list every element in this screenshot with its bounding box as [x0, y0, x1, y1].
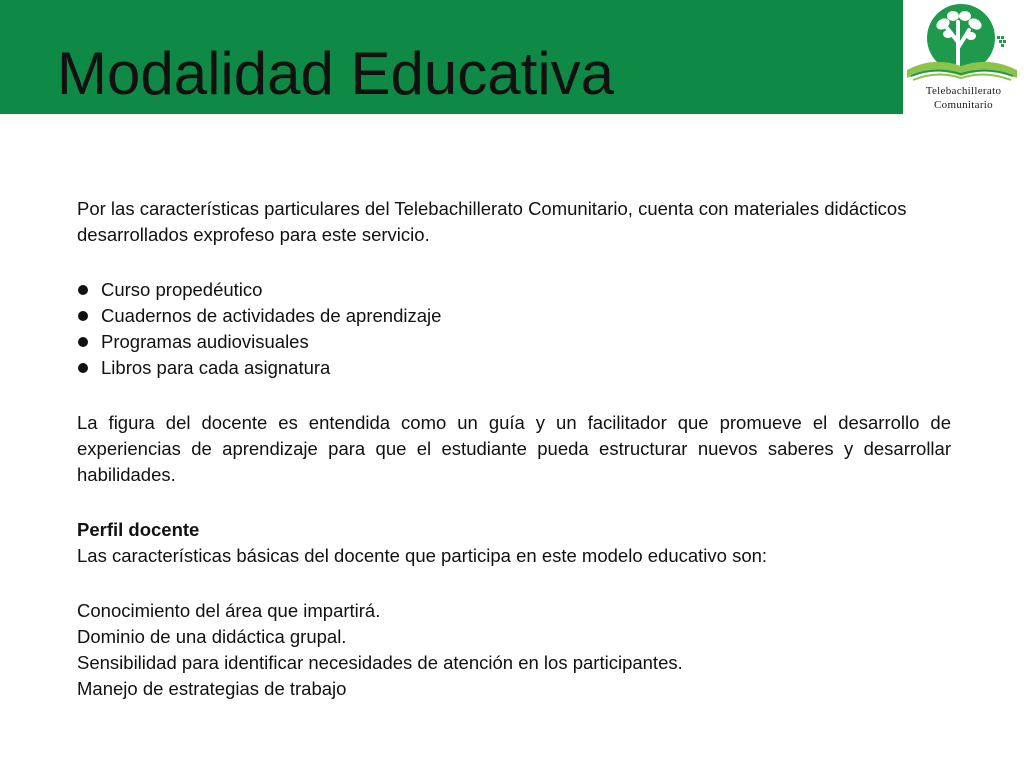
bullet-icon	[78, 285, 88, 295]
list-item: Libros para cada asignatura	[77, 355, 951, 381]
intro-paragraph: Por las características particulares del Telebachillerato Comunitario, cuenta con materiales didácticos desarrollados exprofeso para este servicio.	[77, 198, 907, 245]
slide-title: Modalidad Educativa	[57, 40, 615, 107]
list-item: Curso propedéutico	[77, 277, 951, 303]
perfil-docente-heading: Perfil docente	[77, 519, 200, 540]
characteristic-line: Sensibilidad para identificar necesidades de atención en los participantes.	[77, 652, 683, 673]
characteristic-line: Conocimiento del área que impartirá.	[77, 600, 381, 621]
materials-list	[77, 277, 951, 381]
bullet-icon	[78, 337, 88, 347]
list-item: Programas audiovisuales	[77, 329, 951, 355]
slide-content	[77, 196, 951, 702]
tree-book-logo-icon	[903, 0, 1024, 86]
logo-text-line2: Comunitario	[934, 99, 993, 111]
logo-text-line1: Telebachillerato	[925, 85, 1002, 97]
bullet-icon	[78, 311, 88, 321]
bullet-icon	[78, 363, 88, 373]
characteristic-line: Manejo de estrategias de trabajo	[77, 678, 347, 699]
telebachillerato-logo	[903, 0, 1024, 114]
characteristic-line: Dominio de una didáctica grupal.	[77, 626, 347, 647]
perfil-docente-description: Las características básicas del docente que participa en este modelo educativo son:	[77, 545, 768, 566]
list-item: Cuadernos de actividades de aprendizaje	[77, 303, 951, 329]
docente-role-paragraph: La figura del docente es entendida como un guía y un facilitador que promueve el desarrollo de experiencias de aprendizaje para que el estudiante pueda estructurar nuevos saberes y desarrollar habilidades.	[77, 412, 951, 485]
